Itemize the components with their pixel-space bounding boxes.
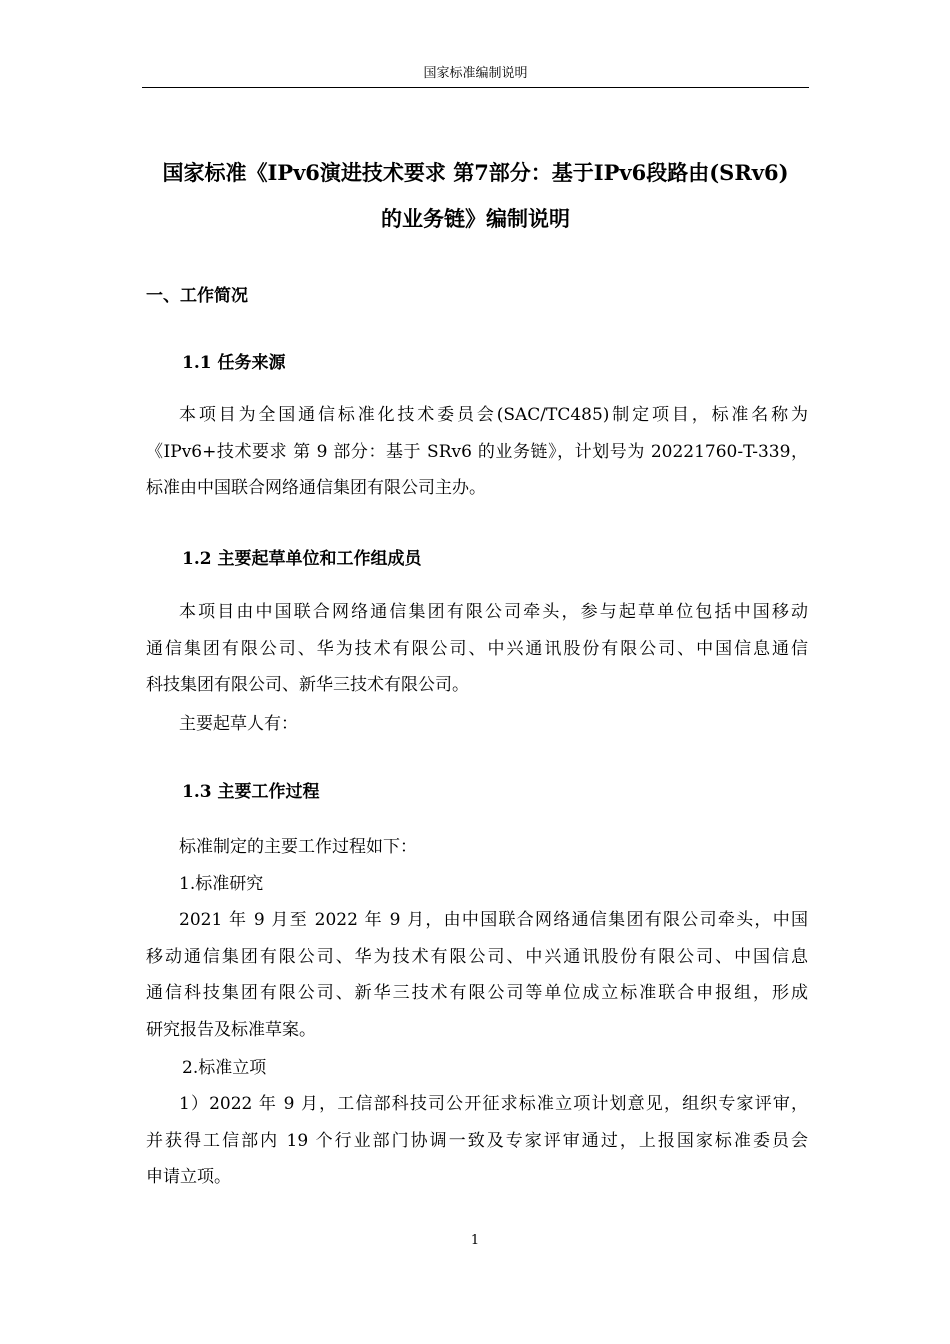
step-2-title: 2.标准立项 bbox=[182, 1058, 267, 1078]
paragraph-line: 研究报告及标准草案。 bbox=[146, 1019, 316, 1040]
step-1-title: 1.标准研究 bbox=[179, 874, 264, 894]
section-heading-1: 一、工作简况 bbox=[146, 286, 248, 306]
paragraph-line: 2021 年 9 月至 2022 年 9 月，由中国联合网络通信集团有限公司牵头，中国 bbox=[179, 910, 808, 930]
subsection-heading-1-2: 1.2 主要起草单位和工作组成员 bbox=[182, 549, 422, 569]
process-intro: 标准制定的主要工作过程如下： bbox=[179, 837, 417, 857]
paragraph-line: 申请立项。 bbox=[146, 1167, 231, 1188]
paragraph-line: 本项目由中国联合网络通信集团有限公司牵头，参与起草单位包括中国移动 bbox=[179, 602, 808, 622]
subsection-heading-1-3: 1.3 主要工作过程 bbox=[182, 782, 320, 802]
page-number: 1 bbox=[470, 1233, 480, 1248]
paragraph-standard-research bbox=[146, 902, 808, 1048]
document-title-line-2: 的业务链》编制说明 bbox=[381, 206, 570, 231]
paragraph-line: 《IPv6+技术要求 第 9 部分：基于 SRv6 的业务链》，计划号为 20221760-T-339， bbox=[146, 441, 808, 462]
drafters-line: 主要起草人有： bbox=[179, 714, 298, 734]
paragraph-line: 标准由中国联合网络通信集团有限公司主办。 bbox=[146, 478, 486, 499]
paragraph-task-source bbox=[146, 397, 808, 507]
paragraph-line: 通信科技集团有限公司、新华三技术有限公司等单位成立标准联合申报组，形成 bbox=[146, 983, 808, 1004]
paragraph-line: 并获得工信部内 19 个行业部门协调一致及专家评审通过，上报国家标准委员会 bbox=[146, 1130, 808, 1151]
running-header: 国家标准编制说明 bbox=[423, 66, 528, 81]
paragraph-line: 1）2022 年 9 月，工信部科技司公开征求标准立项计划意见，组织专家评审， bbox=[179, 1094, 808, 1114]
paragraph-drafting-units bbox=[146, 594, 808, 704]
paragraph-project-approval bbox=[146, 1086, 808, 1196]
header-rule bbox=[142, 87, 809, 88]
subsection-heading-1-1: 1.1 任务来源 bbox=[182, 353, 286, 373]
paragraph-line: 本项目为全国通信标准化技术委员会(SAC/TC485)制定项目，标准名称为 bbox=[179, 405, 808, 425]
paragraph-line: 通信集团有限公司、华为技术有限公司、中兴通讯股份有限公司、中国信息通信 bbox=[146, 638, 808, 659]
paragraph-line: 科技集团有限公司、新华三技术有限公司。 bbox=[146, 675, 469, 696]
document-title-line-1: 国家标准《IPv6演进技术要求 第7部分：基于IPv6段路由(SRv6) bbox=[162, 160, 789, 185]
paragraph-line: 移动通信集团有限公司、华为技术有限公司、中兴通讯股份有限公司、中国信息 bbox=[146, 946, 808, 967]
